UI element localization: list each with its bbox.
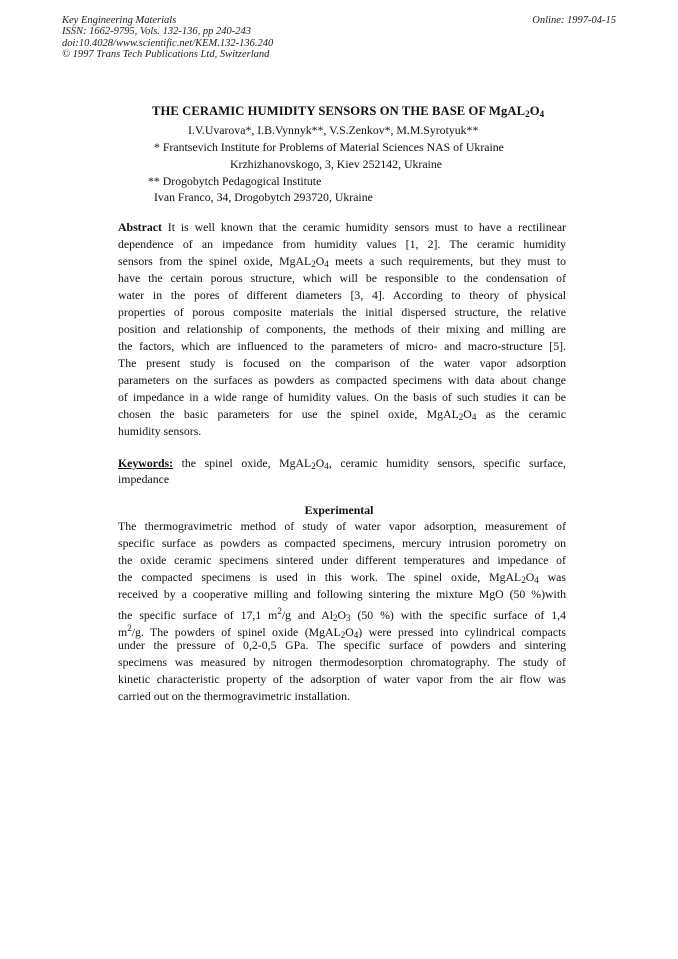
experimental-line: the specific surface of 17,1 $m^2/g$ and Al2O3 (50 %) with the specific surface of 1,4 bbox=[118, 606, 566, 623]
issn-line: ISSN: 1662-9795, Vols. 132-136, pp 240-243 bbox=[62, 26, 251, 38]
experimental-line: specific surface as powders as compacted specimens, mercury intrusion porometry on bbox=[118, 536, 566, 550]
keywords-line: impedance bbox=[118, 472, 170, 486]
experimental-line: the oxide ceramic specimens sintered under different temperatures and impedance of bbox=[118, 553, 566, 567]
abstract-line: humidity sensors. bbox=[118, 424, 202, 438]
affiliation-1-name: * Frantsevich Institute for Problems of Material Sciences NAS of Ukraine bbox=[154, 140, 504, 154]
experimental-line: under the pressure of 0,2-0,5 GPa. The specific surface of powders and sintering bbox=[118, 638, 566, 652]
copyright-line: © 1997 Trans Tech Publications Ltd, Switzerland bbox=[62, 48, 270, 60]
section-heading-experimental: Experimental bbox=[304, 503, 374, 517]
experimental-line: kinetic characteristic property of the adsorption of water vapor from the air flow was bbox=[118, 672, 566, 686]
paper-title: THE CERAMIC HUMIDITY SENSORS ON THE BASE OF MgAL2O4 bbox=[152, 104, 545, 119]
abstract-line: sensors from the spinel oxide, MgAL2O4 meets a such requirements, but they must to bbox=[118, 254, 566, 269]
affiliation-2-name: ** Drogobytch Pedagogical Institute bbox=[148, 174, 322, 188]
abstract-label: Abstract bbox=[118, 220, 162, 234]
abstract-line: parameters on the surfaces as powders as compacted specimens with data about change bbox=[118, 373, 566, 387]
authors: I.V.Uvarova*, I.B.Vynnyk**, V.S.Zenkov*, M.M.Syrotyuk** bbox=[188, 123, 479, 137]
affiliation-1-address: Krzhizhanovskogo, 3, Kiev 252142, Ukraine bbox=[230, 157, 442, 171]
experimental-line: the compacted specimens is used in this work. The spinel oxide, MgAL2O4 was bbox=[118, 570, 566, 585]
abstract-line: the factors, which are influenced to the parameters of micro- and macro-structure [5]. bbox=[118, 339, 566, 353]
experimental-line: received by a cooperative milling and following sintering the mixture MgO (50 %)with bbox=[118, 587, 566, 601]
abstract-line: chosen the basic parameters for use the spinel oxide, MgAL2O4 as the ceramic bbox=[118, 407, 566, 422]
experimental-line: The thermogravimetric method of study of water vapor adsorption, measurement of bbox=[118, 519, 566, 533]
abstract-line: have the certain porous structure, which will be responsible to the condensation of bbox=[118, 271, 566, 285]
experimental-line: carried out on the thermogravimetric installation. bbox=[118, 689, 350, 703]
keywords-label: Keywords: bbox=[118, 456, 174, 470]
journal-name: Key Engineering Materials bbox=[62, 15, 177, 26]
journal-header bbox=[62, 15, 273, 60]
abstract-line: The present study is focused on the comparison of the water vapor adsorption bbox=[118, 356, 566, 370]
abstract-line: dependence of an impedance from humidity values [1, 2]. The ceramic humidity bbox=[118, 237, 566, 251]
keywords-line: Keywords: the spinel oxide, MgAL2O4, ceramic humidity sensors, specific surface, bbox=[118, 456, 566, 471]
experimental-line: specimens was measured by nitrogen thermodesorption chromatography. The study of bbox=[118, 655, 566, 669]
doi-line[interactable]: doi:10.4028/www.scientific.net/KEM.132-136.240 bbox=[62, 37, 274, 49]
online-date: Online: 1997-04-15 bbox=[532, 15, 616, 26]
affiliation-2-address: Ivan Franco, 34, Drogobytch 293720, Ukraine bbox=[154, 190, 373, 204]
abstract-line: position and relationship of components, the methods of their mixing and milling are bbox=[118, 322, 566, 336]
abstract-line: water in the pores of different diameters [3, 4]. According to theory of physical bbox=[118, 288, 566, 302]
experimental-line: $m^2/g$. The powders of spinel oxide (MgAL2O4) were pressed into cylindrical compacts bbox=[118, 623, 566, 640]
abstract-line: Abstract It is well known that the ceramic humidity sensors must to have a rectilinear bbox=[118, 220, 566, 234]
abstract-line: of impedance in a wide range of humidity values. On the basis of such studies it can be bbox=[118, 390, 566, 404]
abstract-line: properties of porous composite materials the initial dispersed structure, the relative bbox=[118, 305, 566, 319]
